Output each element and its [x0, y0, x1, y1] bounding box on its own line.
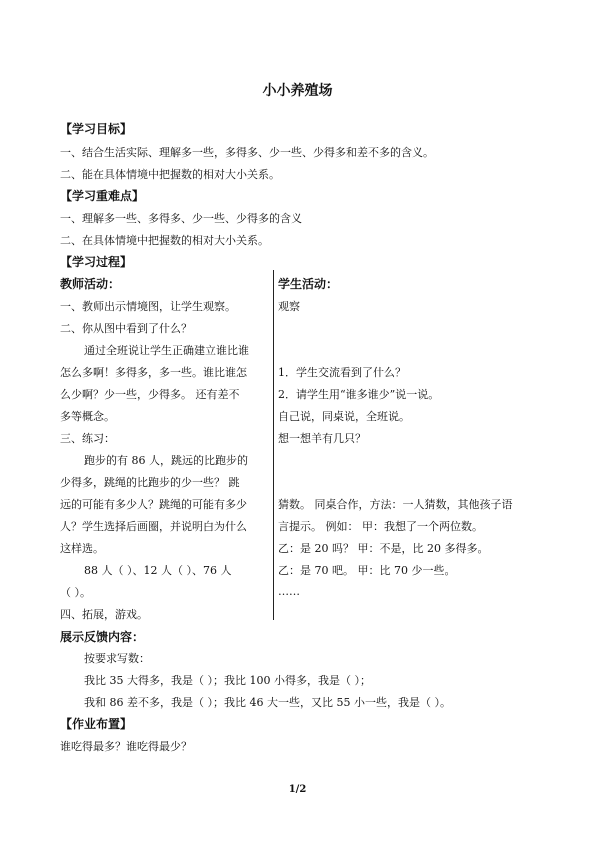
homework-heading: 【作业布置】	[60, 717, 133, 731]
teacher-line: 跑步的有 86 人，跳远的比跑步的	[84, 454, 248, 467]
teacher-line: 这样选。	[60, 542, 104, 555]
teacher-line: 怎么多啊！多得多，多一些。谁比谁怎	[60, 366, 247, 379]
page-number: 1/2	[288, 784, 307, 795]
page-title: 小小养殖场	[262, 83, 333, 99]
teacher-line: 二、你从图中看到了什么？	[60, 322, 192, 335]
teacher-line: （ ）。	[60, 586, 91, 599]
student-line: 猜数。 同桌合作，方法：一人猜数，其他孩子语	[278, 498, 513, 511]
key-point-item-1: 一、理解多一些、多得多、少一些、少得多的含义	[60, 212, 302, 225]
student-line: 自己说，同桌说，全班说。	[278, 410, 410, 423]
student-line: 乙：是 70 吧。 甲：比 70 少一些。	[278, 564, 456, 577]
column-divider	[273, 270, 274, 620]
process-heading: 【学习过程】	[60, 255, 133, 269]
student-line: ……	[278, 585, 300, 598]
student-line: 言提示。 例如： 甲：我想了一个两位数。	[278, 520, 483, 533]
student-line: 想一想羊有几只？	[278, 432, 366, 445]
homework-item: 谁吃得最多？谁吃得最少？	[60, 740, 192, 753]
feedback-heading: 展示反馈内容：	[60, 630, 145, 644]
teacher-line: 多等概念。	[60, 410, 115, 423]
feedback-line: 按要求写数：	[84, 652, 150, 665]
student-line: 2．请学生用“谁多谁少”说一说。	[278, 388, 440, 401]
feedback-line: 我比 35 大得多，我是（ ）；我比 100 小得多，我是（ ）；	[84, 674, 371, 687]
goal-item-1: 一、结合生活实际、理解多一些，多得多、少一些、少得多和差不多的含义。	[60, 146, 434, 159]
student-line: 观察	[278, 300, 300, 313]
student-line: 1．学生交流看到了什么？	[278, 366, 406, 379]
teacher-line: 三、练习：	[60, 432, 115, 445]
teacher-line: 四、拓展，游戏。	[60, 608, 148, 621]
key-point-item-2: 二、在具体情境中把握数的相对大小关系。	[60, 234, 269, 247]
teacher-line: 么少啊？少一些，少得多。 还有差不	[60, 388, 240, 401]
student-activity-heading: 学生活动：	[278, 277, 339, 291]
feedback-line: 我和 86 差不多，我是（ ）；我比 46 大一些，又比 55 小一些，我是（ ）。	[84, 696, 451, 709]
teacher-line: 人？学生选择后画圈，并说明白为什么	[60, 520, 247, 533]
teacher-line: 通过全班说让学生正确建立谁比谁	[84, 344, 249, 357]
teacher-line: 远的可能有多少人？跳绳的可能有多少	[60, 498, 247, 511]
student-line: 乙：是 20 吗？ 甲：不是，比 20 多得多。	[278, 542, 489, 555]
teacher-line: 88 人（ ）、12 人（ ）、76 人	[84, 564, 232, 577]
teacher-activity-heading: 教师活动：	[60, 277, 121, 291]
goals-heading: 【学习目标】	[60, 122, 133, 136]
key-points-heading: 【学习重难点】	[60, 189, 145, 203]
teacher-line: 一、教师出示情境图，让学生观察。	[60, 300, 236, 313]
goal-item-2: 二、能在具体情境中把握数的相对大小关系。	[60, 168, 280, 181]
teacher-line: 少得多，跳绳的比跑步的少一些？ 跳	[60, 476, 240, 489]
